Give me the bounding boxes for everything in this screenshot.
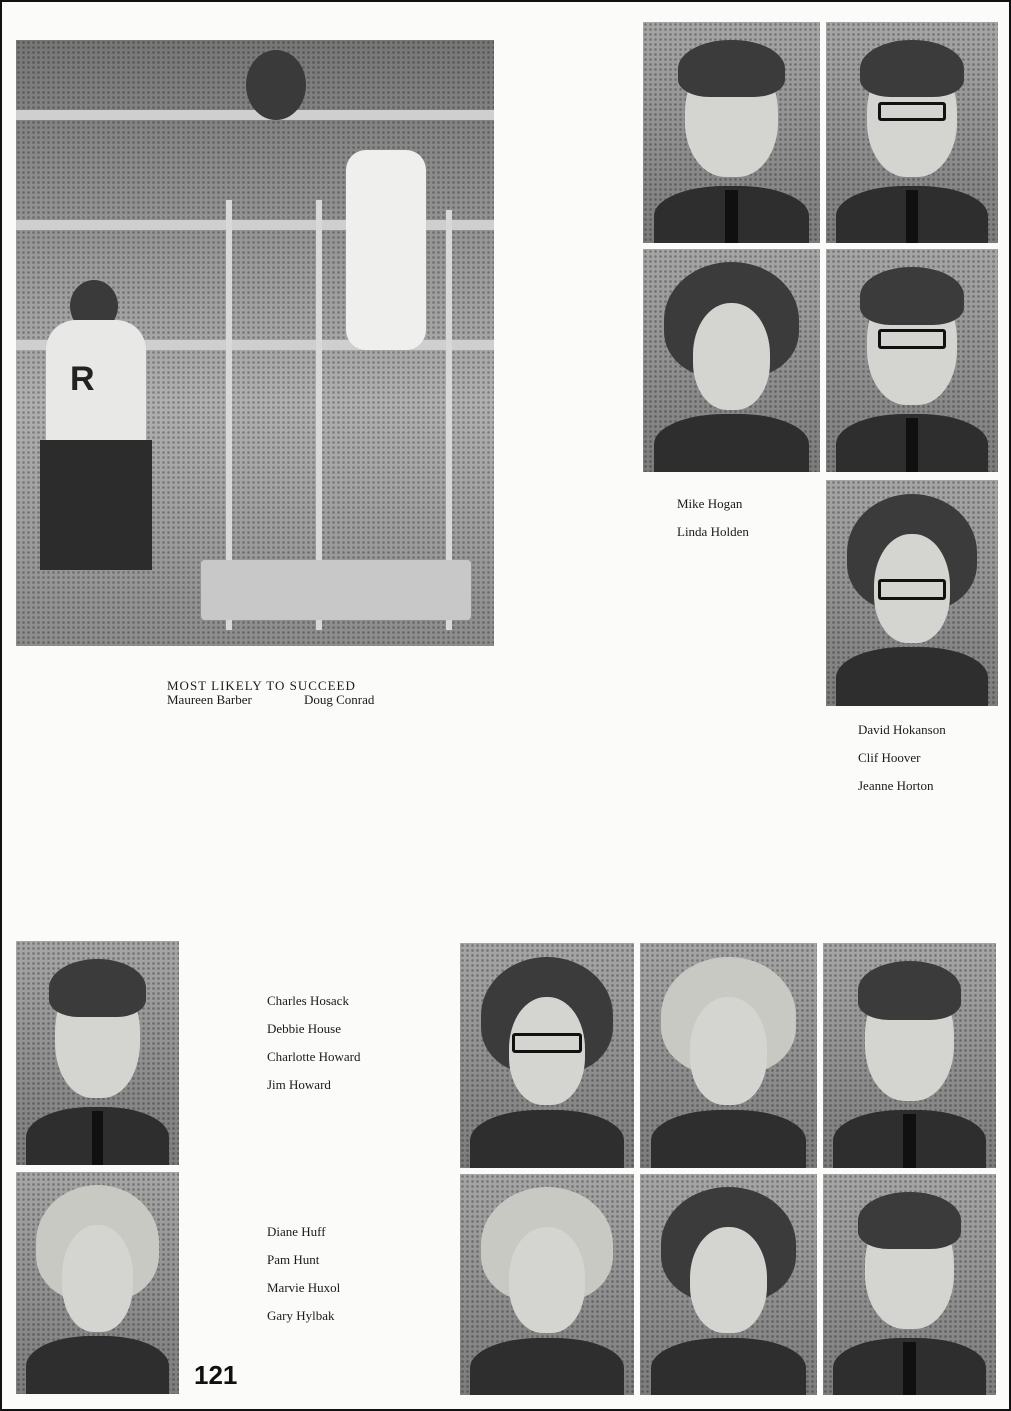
portrait-photo <box>640 943 817 1168</box>
ladder-platform <box>201 560 471 620</box>
student-boy <box>346 130 436 360</box>
boy-shirt <box>346 150 426 350</box>
feature-caption-title: MOST LIKELY TO SUCCEED <box>167 678 356 693</box>
student-name: Gary Hylbak <box>267 1308 335 1323</box>
portrait-photo <box>16 1172 179 1394</box>
sweater-letter: R <box>70 360 95 398</box>
portrait-photo <box>643 22 820 243</box>
student-name: Linda Holden <box>677 524 749 539</box>
student-girl <box>40 280 170 646</box>
portrait-photo <box>826 480 998 706</box>
feature-caption-name: Doug Conrad <box>304 692 375 707</box>
student-name: David Hokanson <box>858 722 946 737</box>
student-name: Pam Hunt <box>267 1252 320 1267</box>
portrait-photo <box>826 22 998 243</box>
student-name: Charles Hosack <box>267 993 349 1008</box>
feature-photo <box>16 40 494 646</box>
portrait-photo <box>640 1174 817 1395</box>
girl-skirt <box>40 440 152 570</box>
portrait-photo <box>16 941 179 1165</box>
student-name: Jim Howard <box>267 1077 331 1092</box>
portrait-photo <box>460 1174 634 1395</box>
portrait-photo <box>460 943 634 1168</box>
feature-caption-name: Maureen Barber <box>167 692 252 707</box>
page-number: 121 <box>194 1360 238 1390</box>
portrait-photo <box>823 943 996 1168</box>
shelf <box>16 110 494 120</box>
student-name: Mike Hogan <box>677 496 743 511</box>
boy-head <box>246 50 306 120</box>
portrait-photo <box>643 249 820 472</box>
student-name: Clif Hoover <box>858 750 921 765</box>
student-name: Diane Huff <box>267 1224 326 1239</box>
portrait-photo <box>823 1174 996 1395</box>
student-name: Debbie House <box>267 1021 342 1036</box>
student-name: Jeanne Horton <box>858 778 934 793</box>
student-name: Marvie Huxol <box>267 1280 341 1295</box>
portrait-photo <box>826 249 998 472</box>
student-name: Charlotte Howard <box>267 1049 361 1064</box>
girl-sweater <box>46 320 146 450</box>
